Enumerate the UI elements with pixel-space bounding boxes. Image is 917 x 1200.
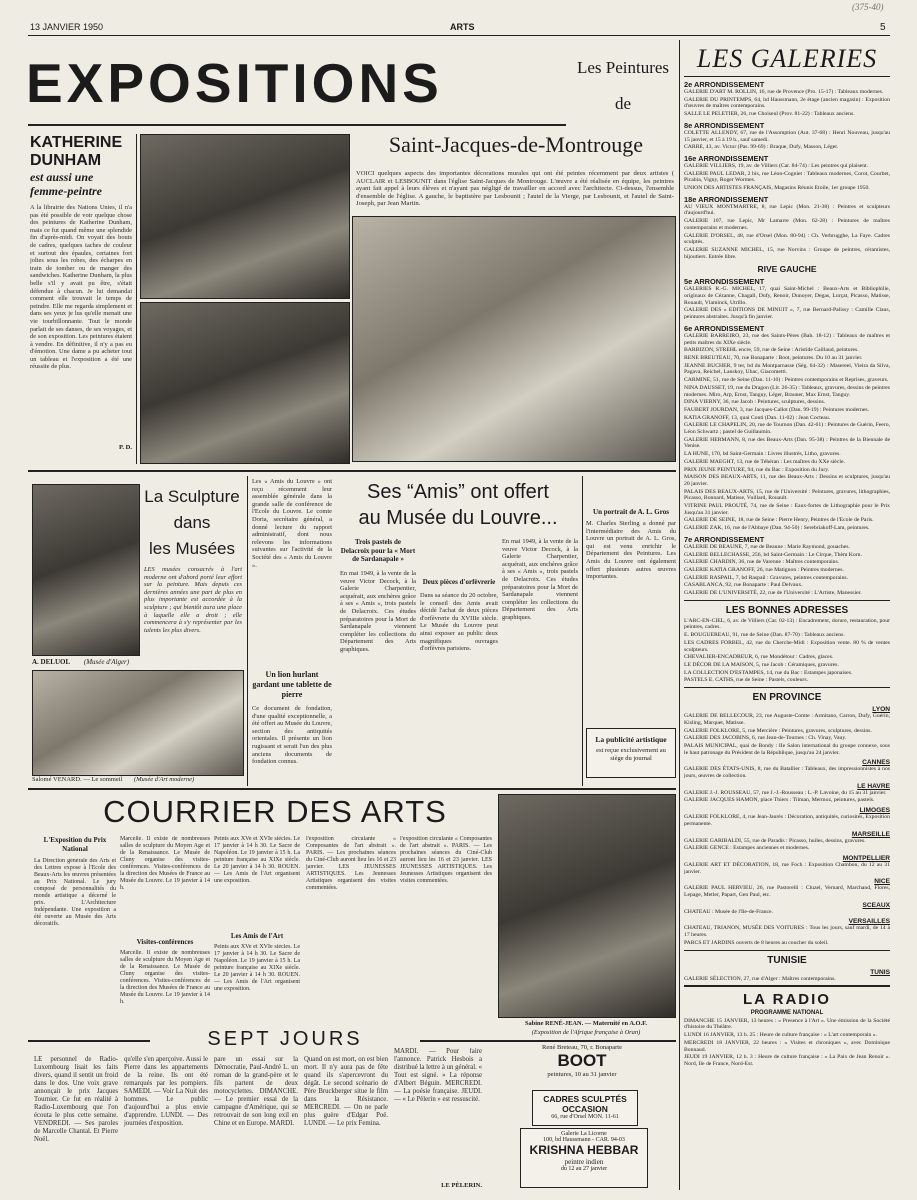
radio-listing: JEUDI 19 JANVIER, 12 h. 3 : Heure de culture française : « La Paix de Jean Renoir ». Nord, Ile de France, Nord-Est. bbox=[684, 1054, 890, 1067]
adresses-list bbox=[684, 618, 890, 684]
gallery-listing: GALERIE J.-J. ROUSSEAU, 57, rue J.-J.-Rousseau : L.-P. Lavoine, du 15 au 31 janvier. bbox=[684, 789, 887, 796]
radio-listing: MERCREDI 18 JANVIER, 22 heures : « Visites et chroniques », avec Dominique Bonnaud. bbox=[684, 1039, 890, 1053]
gallery-listing: GALERIE DES JACOBINS, 6, rue Jean-de-Tournes : Ch. Vinay, Vauy. bbox=[684, 735, 847, 742]
section-rule-2 bbox=[28, 788, 676, 790]
dunham-divider bbox=[136, 134, 137, 464]
gallery-listing: GALERIE GENCE : Estampes anciennes et modernes. bbox=[684, 845, 810, 852]
sculpture-caption-1 bbox=[32, 658, 242, 666]
publicite-box bbox=[586, 728, 676, 778]
gallery-listing: SALLE LE PELETIER, 26, rue Choiseul (Prov. 81-22) : Tableaux anciens. bbox=[684, 111, 855, 118]
church-photo-baptistery bbox=[140, 302, 350, 464]
arrondissement-heading: 2e ARRONDISSEMENT bbox=[684, 80, 765, 89]
gallery-listing: CARRE, 43, av. Victor (Pas. 99-69) : Braque, Dufy, Masson, Léger. bbox=[684, 144, 839, 151]
sculpture-caption-1-place: (Musée d'Alger) bbox=[83, 658, 130, 666]
courrier-col-2: Marcelle. Il existe de nombreuses salles de sculpture du Moyen Age et de la Renaissance. Le Musée de Cluny organise des visites-conférences. Visites-conférences de la direction des Musées de France au Musée du Louvre. Le 19 janvier à 14 h. bbox=[120, 836, 210, 891]
gallery-listing: PALAIS DES BEAUX-ARTS, 15, rue de l'Université : Peintures, gravures, lithographies, Picasso, Bonnard, Matisse, Vuillard, Rouault. bbox=[684, 488, 890, 502]
gallery-listing: CHATEAU, TRIANON, MUSÉE DES VOITURES : Tous les jours, sauf mardi, de 14 à 17 heures. bbox=[684, 925, 890, 939]
sept-col-5: MARDI. — Pour faire l'annonce. Patrick Hesbois a distribué la lettre à un général. « Tout est signé. » La réponse d'Albert Béguin. MERCREDI. — La poésie française. JEUDI. — « Le Pèlerin » est ressuscité. bbox=[394, 1048, 482, 1103]
courrier-col-4: l'exposition circulante « Composantes de l'art abstrait ». PARIS. — Les prochaines séances du Ciné-Club auront lieu les 16 et 23 janvier. LES JEUNESSES ARTISTIQUES. Les Jeunesses Artistiques organisent des visites commentées. bbox=[306, 836, 396, 891]
sept-col-2: qu'elle s'en aperçoive. Aussi le Pierre dans les appartements de la reine. Ils ont été remarqués par les pompiers. SAMEDI. — Voir La Nuit des hommes. Le public d'aujourd'hui a plus envie d'apprendre. LUNDI. — Des journées d'exposition. bbox=[124, 1056, 208, 1127]
rive-gauche-title: RIVE GAUCHE bbox=[757, 264, 817, 275]
gallery-listing: MAISON DES BEAUX-ARTS, 11, rue des Beaux-Arts : Dessins et sculptures, jusqu'au 20 janvier. bbox=[684, 474, 890, 487]
address-listing: E. BOUGUEREAU, 91, rue de Seine (Dan. 87-70) : Tableaux anciens. bbox=[684, 632, 845, 639]
gallery-listing: RENE BREUTEAU, 70, rue Bonaparte : Boot, peintures. Du 10 au 31 janvier. bbox=[684, 354, 863, 361]
amis-delacroix-head: Trois pastels de Delacroix pour la « Mort de Sardanapale » bbox=[340, 538, 416, 563]
sculpture-title-1: La Sculpture bbox=[144, 487, 240, 506]
gallery-listing: JEANNE BUCHER, 9 ter, bd du Montparnasse (Ség. 64-32) : Masereel, Vieira da Silva, Pagava, Reichel, Lanskoy, Ubac, Giacometti. bbox=[684, 362, 890, 376]
peintures-intro: VOICI quelques aspects des importantes décorations murales qui ont été peintes récemment par deux artistes ( AUCLAIR et LESBOUNIT dans l'église Saint-Jacques de Montrouge. L'œuvre a été réalisée en équipe, les peintres ayant fait appel à leurs élèves et n'ayant pas négligé de travailler en accord avec l'architecte. Ci-dessus, l'ensemble d'ensemble de l'église. A gauche, le baptistère par Lesbounit ; l'autel de la Vierge, par Lesbounit, et l'autel de Saint-Joseph, par Jean Martin. bbox=[356, 170, 674, 208]
province-city: LIMOGES bbox=[859, 807, 890, 815]
gallery-listing: GALERIE DE SEINE, 18, rue de Seine : Pierre Henry, Peintres de l'Ecole de Paris. bbox=[684, 517, 874, 524]
sculpture-title-2: dans bbox=[173, 513, 211, 532]
province-city: VERSAILLES bbox=[848, 918, 890, 926]
section-rule-1 bbox=[28, 470, 676, 472]
issue-date: 13 JANVIER 1950 bbox=[30, 22, 104, 32]
province-city: SCEAUX bbox=[862, 901, 890, 909]
amis-body-col3: En mai 1949, à la vente de la veuve Victor Decock, à la Galerie Charpentier, acquérait, aux enchères grâce à ses « Amis », trois pastels de Delacroix. Ces études préparatoires pour la Mort de Sardanapale viennent compléter les collections du Département des Arts graphiques. bbox=[502, 538, 578, 621]
sculpture-title-3: les Musées bbox=[149, 539, 235, 558]
ad-boot-name: BOOT bbox=[557, 1051, 607, 1070]
maternite-photo bbox=[498, 794, 676, 1018]
gallery-listing: GALERIE DE BELLECOUR, 23, rue Auguste-Comte : Armitano, Carron, Dufy, Guérin, Kisling, Marquet, Matisse. bbox=[684, 713, 890, 726]
courrier-head-3: Les Amis de l'Art bbox=[230, 932, 284, 940]
ad-boot bbox=[488, 1044, 676, 1078]
sculpture-caption-2 bbox=[32, 776, 242, 783]
gallery-listing: GALERIE RASPAIL, 7, bd Raspail : Gravures, peintres contemporains. bbox=[684, 574, 849, 581]
gallery-listing: FAUBERT JOURDAN, 3, rue Jacques-Callot (Dan. 99-19) : Peintures modernes. bbox=[684, 406, 870, 413]
courrier-title: COURRIER DES ARTS bbox=[103, 794, 447, 829]
galeries-divider bbox=[679, 40, 680, 1190]
gallery-listing: GALERIE MAEGHT, 13, rue de Téhéran : Les maîtres du XXe siècle. bbox=[684, 458, 845, 465]
sculpture-caption-2-place: (Musée d'Art moderne) bbox=[133, 776, 195, 783]
radio-subtitle: PROGRAMME NATIONAL bbox=[750, 1009, 824, 1016]
gallery-listing: GALERIE BELLECHASSE, 256, bd Saint-Germain : Le Cirque, Thèm Korn. bbox=[684, 551, 862, 558]
province-city: CANNES bbox=[862, 759, 890, 767]
province-list bbox=[684, 706, 890, 946]
gallery-listing: COLETTE ALLENDY, 67, rue de l'Assomption (Aut. 37-68) : Henri Nouveau, jusqu'au 15 janvier, et 15 à 19 h., sauf samedi. bbox=[684, 129, 890, 143]
province-city: LYON bbox=[872, 706, 890, 714]
gallery-listing: GALERIE KATIA GRANOFF, 26, rue Matignon : Peintres modernes. bbox=[684, 566, 844, 573]
publicite-title: La publicité artistique bbox=[595, 735, 667, 744]
tunisie-rule bbox=[684, 950, 890, 951]
gallery-listing: GALERIE DE L'UNIVERSITÉ, 22, rue de l'Université : L'Artiste, Manessier. bbox=[684, 590, 862, 597]
galeries-rive-droite bbox=[684, 80, 890, 260]
dunham-signature: P. D. bbox=[119, 444, 132, 451]
gallery-listing: GALERIE D'ORSEL, 48, rue d'Orsel (Mon. 80-94) : Ch. Verbrugghe, La Fayе. Cadres sculptés. bbox=[684, 232, 890, 246]
peintures-title-2: de bbox=[614, 94, 632, 113]
sculpture-photo-deluol bbox=[32, 484, 140, 656]
gallery-listing: GALERIE SÉLECTION, 27, rue d'Alger : Maîtres contemporains. bbox=[684, 975, 836, 982]
address-listing: PASTELS E. CATHS, rue de Seine : Pastels, couleurs. bbox=[684, 677, 808, 684]
amis-orfevrerie-head: Deux pièces d'orfèvrerie bbox=[422, 578, 496, 586]
gallery-listing: VITRINE PAUL PROUTÉ, 74, rue de Seine : Eaux-fortes de Lithographie pour le Prix Jusqu'au 31 janvier. bbox=[684, 503, 890, 516]
radio-listing: DIMANCHE 15 JANVIER, 13 heures : « Presence à l'Art ». Une émission de la Société d'histoire du Théâtre. bbox=[684, 1017, 890, 1031]
gallery-listing: GALERIE VILLIERS, 19, av. de Villiers (Car. 84-74) : Les peintres qui plaisent. bbox=[684, 162, 869, 169]
gallery-listing: GALERIE HERMANN, 8, rue des Beaux-Arts (Dan. 95-38) : Peintres de la Biennale de Venise. bbox=[684, 436, 890, 450]
maternite-caption-2: (Exposition de l'Afrique française à Oran) bbox=[531, 1029, 641, 1036]
gallery-listing: GALERIE ART ET DÉCORATION, 18, rue Foch : Exposition Chambon, du 12 au 31 janvier. bbox=[684, 861, 890, 875]
province-city: LE HAVRE bbox=[857, 782, 890, 790]
tunisie-list bbox=[684, 969, 890, 983]
address-listing: L'ARC-EN-CIEL, 6, av. de Villiers (Car. 02-13) : Encadrement, dorure, restauration, pour peintres, cadres. bbox=[684, 617, 890, 631]
gallery-listing: LA HUNE, 170, bd Saint-Germain : Livres illustrés, Litho, gravures. bbox=[684, 451, 841, 458]
province-title: EN PROVINCE bbox=[752, 692, 822, 704]
gallery-listing: KATIA GRANOFF, 13, quai Conti (Dan. 11-02) : Jean Cocteau. bbox=[684, 414, 831, 421]
sculpture-photo-venard bbox=[32, 670, 244, 776]
gallery-listing: GALERIE PAUL LEDAR, 2 bis, rue Léon-Cogniet : Tableaux modernes, Corot, Courbet, Picabia, Vigny, Roger Wormes. bbox=[684, 170, 890, 184]
dunham-sub-1: est aussi une bbox=[30, 170, 94, 184]
courrier-col-3b: Peints aux XVe et XVIe siècles. Le 17 janvier à 14 h 30. Le Sacre de Napoléon. Le 19 janvier à 15 h. La peinture française au XIXe siècle. Le 20 janvier à 14 h 30. ROUEN. — Les Amis de l'Art organisent une exposition. bbox=[214, 944, 300, 992]
gallery-listing: PARCS ET JARDINS ouverts de 8 heures au coucher du soleil. bbox=[684, 939, 829, 946]
gallery-listing: GALERIE FOLKLORE, 5, rue Mercière : Peintures, gravures, sculptures, dessins. bbox=[684, 727, 872, 734]
sculpture-body: LES musées consacrés à l'art moderne ont d'abord porté leur effort sur la peinture. Mais depuis ces dernières années une part de plus en plus importante est accordée à la sculpture ; qui bientôt aura une place à laquelle elle a droit ; elle commencera à s'y représenter par les talents les plus divers. bbox=[144, 566, 242, 634]
amis-body-2: Dans sa séance du 20 octobre, le conseil des Amis avait décidé l'achat de deux pièces d'orfèvrerie du XVIIIe siècle. Le Musée du Louvre peut ainsi exposer au public deux magnifiques ouvrages d'orfèvres parisiens. bbox=[420, 592, 498, 653]
ad-hebbar-dates: du 12 au 27 janvier bbox=[560, 1166, 608, 1172]
sept-col-3: pare un essai sur la Démocratie, Paul-André L. un roman de la grand-père et le fils partent de deux motocyclettes. DIMANCHE. — Le premier essai de la campagne d'Amérique, qui se retrouvait de son long exil en Chine et en Europe. MARDI. bbox=[214, 1056, 298, 1127]
province-city: TUNIS bbox=[870, 968, 890, 976]
arrondissement-heading: 8e ARRONDISSEMENT bbox=[684, 120, 765, 130]
gallery-listing: GALERIE GARIBALDI, 55, rue de Paradis : Picasso, huiles, dessins, gravures. bbox=[684, 837, 866, 844]
radio-listing: LUNDI 16 JANVIER, 13 h. 25 : Heure de culture française : « L'art contemporain ». bbox=[684, 1032, 878, 1039]
province-city: MONTPELLIER bbox=[842, 854, 890, 862]
gallery-listing: PALAIS MUNICIPAL, quai de Bondy : IIe Salon international du groupe connexe, sous le haut patronage du Président de la République, jusqu'au 24 janvier. bbox=[684, 742, 890, 756]
journal-name: ARTS bbox=[450, 22, 475, 32]
arrondissement-heading: 7e ARRONDISSEMENT bbox=[684, 534, 765, 544]
archive-mark: (375-40) bbox=[852, 2, 884, 12]
province-city: NICE bbox=[874, 878, 890, 886]
radio-title: LA RADIO bbox=[743, 990, 831, 1008]
gallery-listing: GALERIE SUZANNE MICHEL, 15, rue Norvins : Groupe de peintres, céramistes, bijoutiers. Entrée libre. bbox=[684, 246, 890, 260]
dunham-name-1: KATHERINE bbox=[30, 134, 123, 151]
gallery-listing: UNION DES ARTISTES FRANÇAIS, Magasins Réunis Etoile, 1er groupe 1950. bbox=[684, 185, 870, 192]
amis-title-1: Ses “Amis” ont offert bbox=[367, 481, 549, 503]
gallery-listing: NINA DAUSSET, 19, rue du Dragon (Lit. 26-35) : Tableaux, gravures, dessins de peintres modernes. Miro, Arp, Ernst, Tanguy, Léger, Brauner, Max Ernst, Tanguy. bbox=[684, 384, 890, 398]
arrondissement-heading: 6e ARRONDISSEMENT bbox=[684, 323, 765, 333]
church-photo-altar bbox=[140, 134, 350, 299]
gallery-listing: GALERIES R.-G. MICHEL, 17, quai Saint-Michel : Beaux-Arts et Bibliophilie, originaux de Cézanne, Chagall, Dufy, Renoir, Dunoyer, Degas, Lurçat, Picasso, Matisse, Rouault, Vlaminck, Utrillo. bbox=[684, 286, 890, 306]
publicite-body: est reçue exclusivement au siège du journal bbox=[596, 747, 666, 762]
arrondissement-heading: 5e ARRONDISSEMENT bbox=[684, 277, 765, 287]
ad-boot-top: René Breteau, 70, r. Bonaparte bbox=[542, 1044, 622, 1051]
courrier-col-1: La Direction générale des Arts et des Lettres expose à l'Ecole des Beaux-Arts les œuvres présentées au Prix National. Le jury composé de personnalités du monde artistique a décerné le prix. L'Architecture Indépendante. Une exposition a été ouverte au Musée des Arts décoratifs. bbox=[34, 858, 116, 927]
courrier-col-2b: Marcelle. Il existe de nombreuses salles de sculpture du Moyen Age et de la Renaissance. Le Musée de Cluny organise des visites-conférences. Visites-conférences de la direction des Musées de France au Musée du Louvre. Le 19 janvier à 14 h. bbox=[120, 950, 210, 1005]
maternite-caption: Sabine RENÉ-JEAN. — Maternité en A.O.F. bbox=[524, 1020, 648, 1027]
ad-cadres-sub: 66, rue d'Orsel MON. 11-61 bbox=[551, 1114, 619, 1120]
courrier-col-3: Peints aux XVe et XVIe siècles. Le 17 janvier à 14 h 30. Le Sacre de Napoléon. Le 19 janvier à 15 h. La peinture française au XIXe siècle. Le 20 janvier à 14 h 30. ROUEN. — Les Amis de l'Art organisent une exposition. bbox=[214, 836, 300, 884]
sculpture-heading bbox=[142, 484, 242, 562]
gallery-listing: AU VIEUX MONTMARTRE, 8, rue Lepic (Mon. 21-38) : Peintres et sculpteurs d'aujourd'hui. bbox=[684, 203, 890, 217]
gallery-listing: GALERIE FOLKLORE, 4, rue Jean-Jaurès : Décoration, antiquités, curiosités, Exposition permanente. bbox=[684, 814, 890, 827]
galeries-title-rule bbox=[684, 76, 890, 77]
sept-signature: LE PÈLERIN. bbox=[441, 1182, 482, 1189]
gallery-listing: DINA VIERNY, 36, rue Jacob : Peintures, sculptures, dessins. bbox=[684, 399, 826, 406]
gallery-listing: CHATEAU : Musée de l'Ile-de-France. bbox=[684, 908, 773, 915]
dunham-body: A la librairie des Nations Unies, il n'a pas été possible de voir quelque chose des peintures de Katherine Dunham, mais ce fut quand même une splendide fin d'après-midi. On voyait des bouts de cadres, quelques taches de couleur et surtout des épaules, certaines fort jolies sous les robes, des écharpes en train de tomber ou de manger des sandwiches. Katherine Dunham, la plus belle s'il y avait pu être, s'était défendue à chacun. Je lui demandai comment elle trouvait le temps de peindre. Elle me regarda simplement et dans ses yeux je lus qu'elle menait une vie tourbillonnante. Tout le monde parlait de ses danses, de ses voyages, et de son exposition. Les peintures étaient à vendre. En définitive, il n'y a pas eu d'émotion. Une dame a pu acheter tout un tableau et l'exposition a été une réussite de plus. bbox=[30, 204, 132, 371]
gallery-listing: GALERIE LE CHAPELIN, 20, rue de Tournon (Dan. 42-61) : Peintures de Guérin, Feero, Léon Schwartz ; pastel de Guillaumin. bbox=[684, 422, 890, 436]
ad-cadres bbox=[532, 1090, 638, 1126]
dunham-sub-2: femme-peintre bbox=[30, 184, 102, 198]
amis-divider-left bbox=[247, 476, 248, 786]
gallery-listing: GALERIE DU PRINTEMPS, 64, bd Haussmann, 2e étage (ancien magasin) : Exposition d'œuvres de maîtres contemporains. bbox=[684, 96, 890, 110]
address-listing: LES CADRES FORBEL, 42, rue du Cherche-Midi : Exposition vente. 80 % de ventes sculpteurs. bbox=[684, 639, 890, 653]
galeries-column bbox=[684, 44, 890, 1194]
sept-jours-title: SEPT JOURS bbox=[150, 1028, 420, 1051]
peintures-title-3: Saint-Jacques-de-Montrouge bbox=[388, 132, 644, 157]
gallery-listing: CARMINE, 51, rue de Seine (Dan. 11-10) : Peintres contemporains et Reprises, graveurs. bbox=[684, 377, 889, 384]
sept-col-1: LE personnel de Radio-Luxembourg lisait les faits divers, quand il sentit un froid dans le dos. Une voix grave annonçait le prix Jacques Tournier. Ce fut en réalité à Radio-Luxembourg que l'on écouta le plus cette semaine. VENDREDI. — Ses paroles de Marcelle Chantal. Et Pierre Noël. bbox=[34, 1056, 118, 1143]
sculpture-caption-2-name: Salomé VENARD. — Le sommeil bbox=[32, 776, 123, 783]
gallery-listing: GALERIE BARREIRO, 23, rue des Saints-Pères (Bab. 18-12) : Tableaux de maîtres et petits maîtres du XIXe siècle. bbox=[684, 332, 890, 346]
province-city: MARSEILLE bbox=[851, 830, 890, 838]
church-photo-nave bbox=[352, 216, 676, 462]
gallery-listing: BARBIZON, STREHL encre, 59, rue de Seine : Aristide Caillaud, peintures. bbox=[684, 347, 859, 354]
gallery-listing: GALERIE ZAK, 16, rue de l'Abbaye (Dan. 94-50) : Serebriakoff-Lam, peintures. bbox=[684, 525, 870, 532]
radio-list bbox=[684, 1018, 890, 1068]
courrier-head-2: Visites-conférences bbox=[136, 938, 194, 946]
gallery-listing: GALERIE 107, rue Lepic, Mr Lamarre (Mon. 62-28) : Peintures de maîtres contemporains et modernes. bbox=[684, 218, 890, 231]
ad-hebbar-addr: 100, bd Haussmann - CAR. 94-03 bbox=[543, 1137, 625, 1143]
amis-portrait-head: Un portrait de A. L. Gros bbox=[593, 508, 669, 516]
province-rule bbox=[684, 687, 890, 688]
amis-body-3: M. Charles Sterling a donné par l'intermédiaire des Amis du Louvre un portrait de A. L. Gros, qui est venu enrichir le Département des Peintures. Les Amis du Louvre ont également offert plusieurs autres œuvres importantes. bbox=[586, 520, 676, 581]
adresses-rule bbox=[684, 600, 890, 601]
gallery-listing: CASABLANCA, 92, rue Bonaparte : Paul Delvaux. bbox=[684, 582, 803, 589]
gallery-listing: GALERIE DE BEAUNE, 7, rue de Beaune : Marie Raymond, gouaches. bbox=[684, 543, 850, 550]
peintures-title-1: Les Peintures bbox=[576, 58, 670, 77]
amis-col-body-1: Les « Amis du Louvre » ont reçu récemment leur assemblée générale dans la grande salle de conférence de l'Ecole du Louvre. Le comte Doria, secrétaire général, a donné lecture du rapport administratif, dont nous relevons les informations suivantes sur l'activité de la Société des « Amis du Louvre ». bbox=[252, 478, 332, 569]
expositions-title: EXPOSITIONS bbox=[26, 52, 443, 114]
expositions-rule bbox=[28, 124, 566, 126]
address-listing: LE DÉCOR DE LA MAISON, 5, rue Jacob : Céramiques, gravures. bbox=[684, 662, 839, 668]
amis-col-body-2: Ce document de fondation, d'une qualité exceptionnelle, a été offert au Musée du Louvre, section des antiquités orientales. Il présente un lion rugissant et serait l'un des plus anciens documents de fondation connus. bbox=[252, 705, 332, 766]
arrondissement-heading: 16e ARRONDISSEMENT bbox=[684, 153, 769, 163]
ad-hebbar-top: Galerie La Licorne bbox=[561, 1131, 607, 1137]
gallery-listing: GALERIE PAUL HERVIEU, 26, rue Pastorelli : Cluzel, Vernard, Marchand, Flores, Lepage, Metler, Papart, Gen Paul, etc. bbox=[684, 885, 890, 899]
ad-hebbar-sub: peintre indien bbox=[564, 1158, 604, 1166]
gallery-listing: GALERIE CHARDIN, 36, rue de Varenne : Maîtres contemporains. bbox=[684, 559, 840, 566]
gallery-listing: GALERIE DES « EDITIONS DE MINUIT », 7, rue Bernard-Palissy : Camille Claus, peintures abstraites. Jusqu'à fin janvier. bbox=[684, 307, 890, 321]
ad-boot-sub: peintures, 10 au 31 janvier bbox=[547, 1071, 617, 1078]
galeries-title: LES GALERIES bbox=[696, 44, 878, 73]
dunham-article bbox=[30, 134, 132, 451]
ad-cadres-name: CADRES SCULPTÉS OCCASION bbox=[543, 1094, 627, 1114]
courrier-head-1: L'Exposition du Prix National bbox=[43, 836, 107, 853]
adresses-title: LES BONNES ADRESSES bbox=[725, 604, 849, 616]
courrier-col-5: l'exposition circulante « Composantes de l'art abstrait ». PARIS. — Les prochaines séances du Ciné-Club auront lieu les 16 et 23 janvier. LES JEUNESSES ARTISTIQUES. Les Jeunesses Artistiques organisent des visites commentées. bbox=[400, 836, 492, 884]
amis-col-subhead: Un lion hurlant gardant une tablette de pierre bbox=[252, 670, 332, 699]
amis-body-1: En mai 1949, à la vente de la veuve Victor Decock, à la Galerie Charpentier, acquérait, aux enchères grâce à ses « Amis », trois pastels de Delacroix. Ces études préparatoires pour la Mort de Sardanapale viennent compléter les collections du Département des Arts graphiques. bbox=[340, 570, 416, 653]
amis-title-2: au Musée du Louvre... bbox=[358, 507, 558, 529]
dunham-name-2: DUNHAM bbox=[30, 152, 102, 169]
address-listing: CHEVALIER-ENCADREUR, 6, rue Mondétour : Cadres, glaces. bbox=[684, 654, 834, 661]
arrondissement-heading: 18e ARRONDISSEMENT bbox=[684, 194, 769, 204]
ad-hebbar-name: KRISHNA HEBBAR bbox=[529, 1143, 639, 1157]
ad-hebbar bbox=[520, 1128, 648, 1188]
radio-rule bbox=[684, 985, 890, 987]
sept-col-4: Quand on est mort, on est bien mort. Il n'y aura pas de fête quand ils s'apercevront du dégât. Le second scénario de Père Bruckberger situe le film dans la Résistance. MERCREDI. — On ne parle plus guère d'Edgar Poë. LUNDI. — Le prix Femina. bbox=[304, 1056, 388, 1127]
gallery-listing: GALERIE JACQUES HAMON, place Thiers : Tilman, Mermoz, peintures, pastels. bbox=[684, 797, 875, 804]
gallery-listing: GALERIE D'ART M. ROLLIN, 16, rue de Provence (Pro. 15-17) : Tableaux modernes. bbox=[684, 89, 884, 95]
header-rule bbox=[28, 35, 890, 36]
gallery-listing: GALERIE DES ÉTATS-UNIS, 8, rue du Batallier : Tableaux, des impressionnistes à nos jours, œuvres de collection. bbox=[684, 766, 890, 780]
amis-divider-right bbox=[582, 476, 583, 786]
tunisie-title: TUNISIE bbox=[767, 954, 807, 966]
page-number: 5 bbox=[880, 22, 886, 33]
sculpture-caption-1-name: A. DELUOL bbox=[32, 658, 71, 666]
gallery-listing: PRIX JEUNE PEINTURE, 94, rue du Bac : Exposition du Jury. bbox=[684, 466, 830, 473]
galeries-rive-gauche bbox=[684, 277, 890, 596]
address-listing: LA COLLECTION D'ESTAMPES, 14, rue du Bac : Estampes japonaises. bbox=[684, 669, 853, 676]
